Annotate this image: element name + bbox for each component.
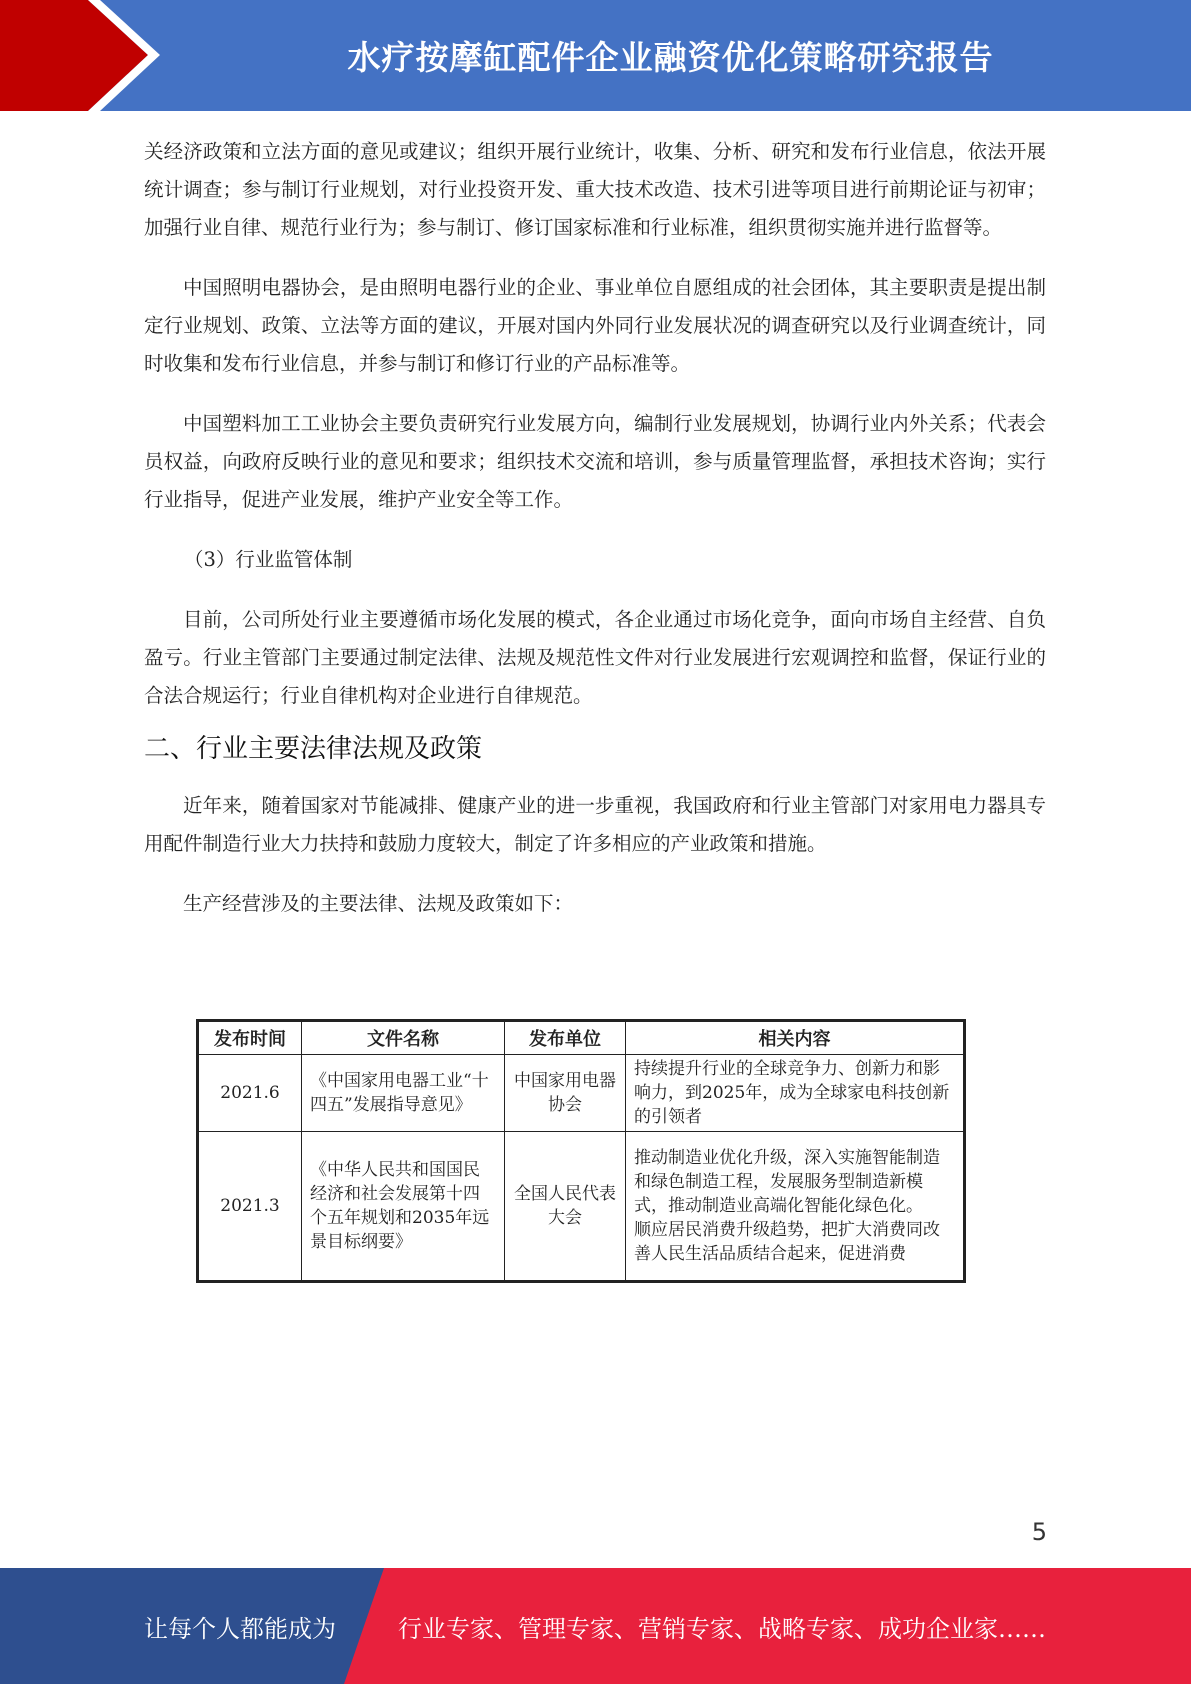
paragraph-1: 关经济政策和立法方面的意见或建议；组织开展行业统计，收集、分析、研究和发布行业信息，依法开展统计调查；参与制订行业规划，对行业投资开发、重大技术改造、技术引进等项目进行前期论证与初审；加强行业自律、规范行业行为；参与制订、修订国家标准和行业标准，组织贯彻实施并进行监督等。 (144, 140, 1046, 239)
footer-slogan-left: 让每个人都能成为 (144, 1614, 336, 1643)
paragraph-regulatory-system: 目前，公司所处行业主要遵循市场化发展的模式，各企业通过市场化竞争，面向市场自主经营、自负盈亏。行业主管部门主要通过制定法律、法规及规范性文件对行业发展进行宏观调控和监督，保证行业的合法合规运行；行业自律机构对企业进行自律规范。 (144, 608, 1046, 707)
section-title-laws-policies: 二、行业主要法律法规及政策 (144, 734, 483, 764)
header-date: 发布时间 (198, 1021, 302, 1055)
paragraph-list-intro: 生产经营涉及的主要法律、法规及政策如下： (183, 892, 574, 915)
cell-issuer: 中国家用电器协会 (505, 1055, 626, 1132)
cell-document-name: 《中国家用电器工业“十四五”发展指导意见》 (302, 1055, 505, 1132)
paragraph-policy-intro: 近年来，随着国家对节能减排、健康产业的进一步重视，我国政府和行业主管部门对家用电力器具专用配件制造行业大力扶持和鼓励力度较大，制定了许多相应的产业政策和措施。 (144, 794, 1046, 855)
content-line: 持续提升行业的全球竞争力、创新力和影响力，到2025年，成为全球家电科技创新的引领者 (634, 1059, 950, 1127)
footer-banner (0, 1568, 1191, 1684)
table-row (198, 1055, 965, 1132)
policy-table (196, 1019, 966, 1283)
footer-slogan-right: 行业专家、管理专家、营销专家、战略专家、成功企业家…… (398, 1614, 1046, 1643)
header-content: 相关内容 (626, 1021, 965, 1055)
cell-date: 2021.3 (198, 1132, 302, 1282)
cell-document-name: 《中华人民共和国国民经济和社会发展第十四个五年规划和2035年远景目标纲要》 (302, 1132, 505, 1282)
header-banner (0, 0, 1191, 111)
header-arrow-decoration (0, 0, 160, 111)
paragraph-plastics-association: 中国塑料加工工业协会主要负责研究行业发展方向，编制行业发展规划，协调行业内外关系；代表会员权益，向政府反映行业的意见和要求；组织技术交流和培训，参与质量管理监督，承担技术咨询；实行行业指导，促进产业发展，维护产业安全等工作。 (144, 412, 1046, 511)
cell-date: 2021.6 (198, 1055, 302, 1132)
page-content (144, 133, 1046, 923)
cell-content (626, 1055, 965, 1132)
table-header-row (198, 1021, 965, 1055)
report-title: 水疗按摩缸配件企业融资优化策略研究报告 (347, 38, 994, 77)
content-line: 推动制造业优化升级，深入实施智能制造和绿色制造工程，发展服务型制造新模式，推动制造业高端化智能化绿色化。 (634, 1148, 940, 1216)
paragraph-lighting-association: 中国照明电器协会，是由照明电器行业的企业、事业单位自愿组成的社会团体，其主要职责是提出制定行业规划、政策、立法等方面的建议，开展对国内外同行业发展状况的调查研究以及行业调查统计，同时收集和发布行业信息，并参与制订和修订行业的产品标准等。 (144, 276, 1046, 375)
page-number: 5 (1031, 1518, 1047, 1546)
header-document-name: 文件名称 (302, 1021, 505, 1055)
table-row (198, 1132, 965, 1282)
subheading-regulatory-system: （3）行业监管体制 (184, 548, 353, 571)
cell-issuer: 全国人民代表大会 (505, 1132, 626, 1282)
header-issuer: 发布单位 (505, 1021, 626, 1055)
cell-content (626, 1132, 965, 1282)
content-line: 顺应居民消费升级趋势，把扩大消费同改善人民生活品质结合起来，促进消费 (634, 1220, 940, 1264)
